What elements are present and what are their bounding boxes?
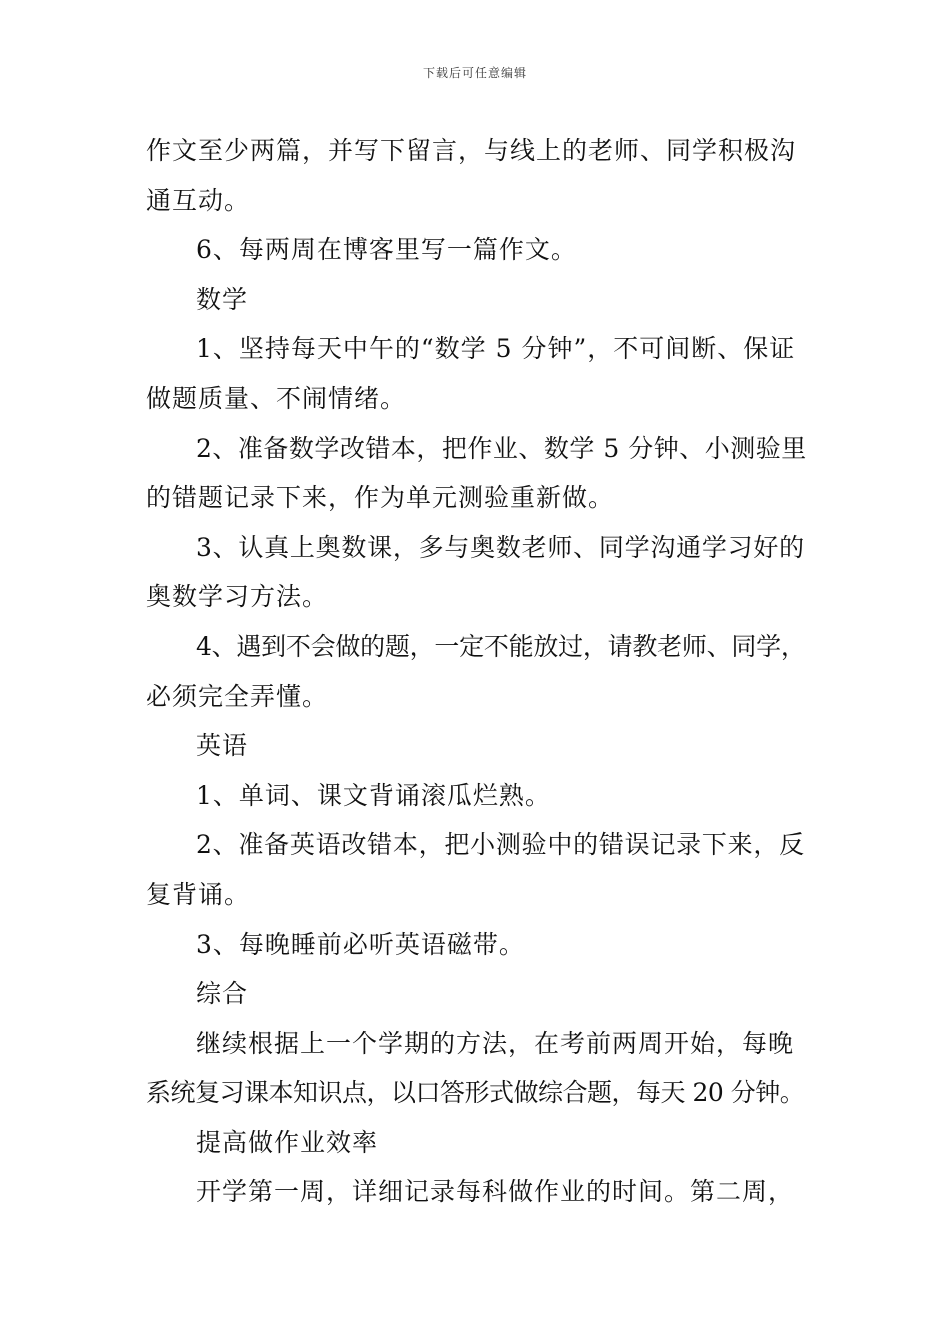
text-line: 数学 [196, 284, 249, 314]
text-line: 继续根据上一个学期的方法，在考前两周开始，每晚 [196, 1028, 795, 1058]
text-line: 作文至少两篇，并写下留言，与线上的老师、同学积极沟 [146, 136, 797, 165]
text-line: 必须完全弄懂。 [146, 681, 329, 711]
text-line: 2、准备数学改错本，把作业、数学 5 分钟、小测验里 [196, 433, 807, 463]
page-header: 下载后可任意编辑 [422, 66, 527, 80]
text-line: 系统复习课本知识点，以口答形式做综合题，每天 20 分钟。 [146, 1078, 805, 1108]
text-line: 提高做作业效率 [196, 1127, 379, 1157]
text-line: 6、每两周在博客里写一篇作文。 [196, 235, 577, 265]
text-line: 3、每晚睡前必听英语磁带。 [196, 929, 525, 959]
text-line: 综合 [196, 979, 249, 1009]
text-line: 1、坚持每天中午的“数学 5 分钟”，不可间断、保证 [196, 334, 796, 364]
text-line: 3、认真上奥数课，多与奥数老师、同学沟通学习好的 [196, 532, 805, 562]
text-line: 的错题记录下来，作为单元测验重新做。 [146, 483, 615, 513]
text-line: 2、准备英语改错本，把小测验中的错误记录下来，反 [196, 830, 805, 860]
text-line: 做题质量、不闹情绪。 [146, 383, 407, 413]
text-line: 通互动。 [146, 185, 251, 215]
text-line: 复背诵。 [146, 879, 251, 909]
text-line: 英语 [196, 731, 249, 761]
text-line: 1、单词、课文背诵滚瓜烂熟。 [196, 780, 551, 810]
text-line: 开学第一周，详细记录每科做作业的时间。第二周， [196, 1177, 795, 1207]
text-line: 奥数学习方法。 [146, 582, 329, 612]
document-body [146, 126, 810, 1217]
text-line: 4、遇到不会做的题，一定不能放过，请教老师、同学， [196, 631, 806, 661]
